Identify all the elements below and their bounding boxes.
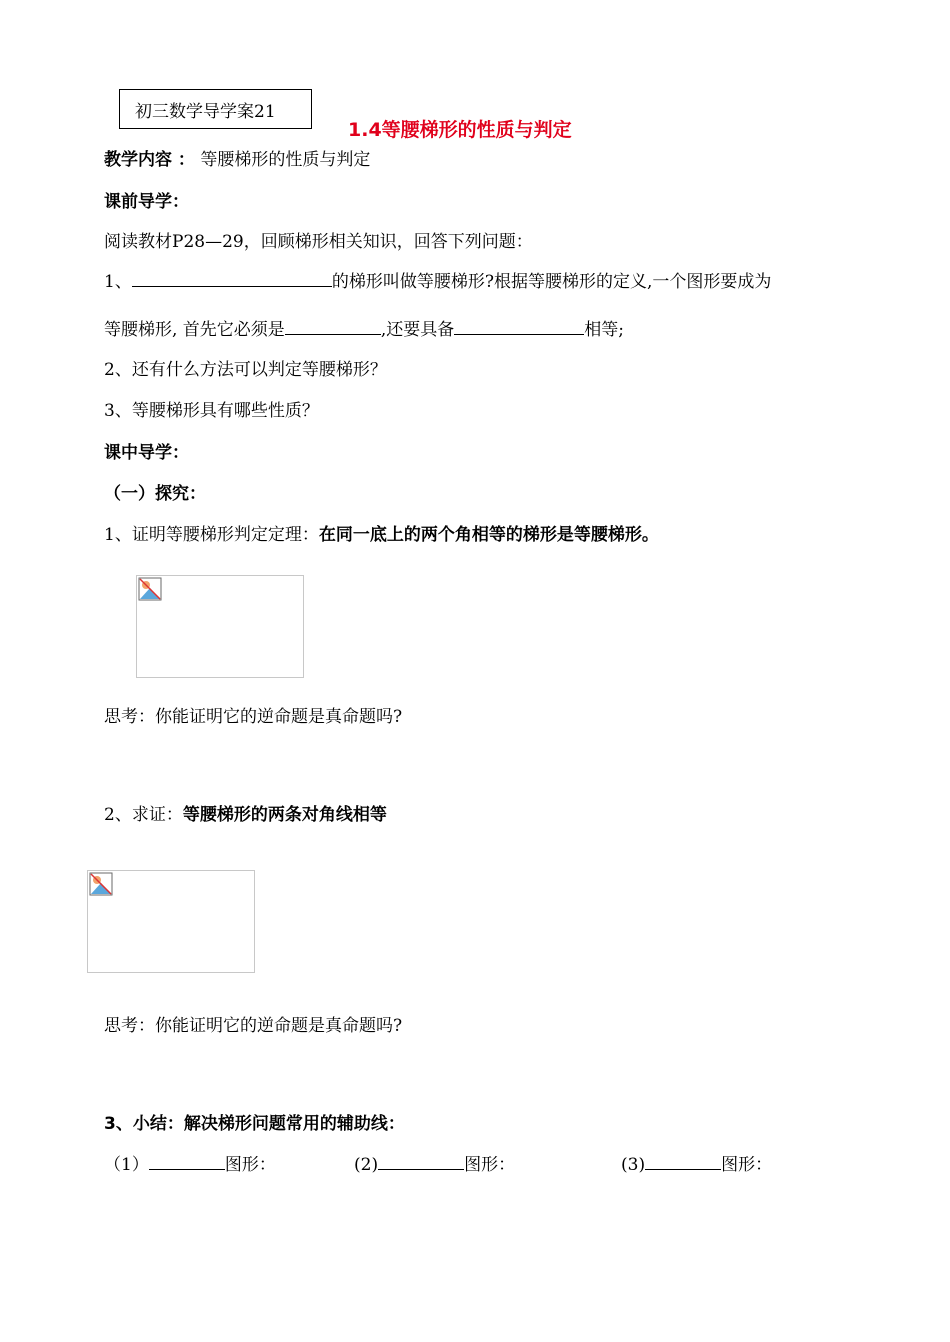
question-1-line-2 — [104, 320, 624, 340]
content-value: 等腰梯形的性质与判定 — [200, 150, 371, 170]
title-box — [119, 89, 312, 129]
blank-3-prefix: (3) — [621, 1155, 646, 1175]
figure-placeholder-1 — [136, 575, 304, 678]
in-class-heading: 课中导学： — [104, 443, 189, 463]
answer-blank[interactable] — [378, 1155, 464, 1170]
question-1 — [104, 272, 771, 292]
summary: 3、小结：解决梯形问题常用的辅助线： — [104, 1114, 405, 1134]
item-1-prefix: 1、证明等腰梯形判定定理： — [104, 525, 319, 545]
blank-1-prefix: （1） — [104, 1155, 149, 1175]
content-label: 教学内容 ： — [104, 150, 195, 170]
think-2: 思考：你能证明它的逆命题是真命题吗? — [104, 1016, 403, 1036]
blank-1-suffix: 图形： — [224, 1155, 276, 1175]
item-2-prefix: 2、求证： — [104, 805, 183, 825]
question-1-part-c: 相等; — [584, 320, 624, 340]
blank-3-suffix: 图形： — [721, 1155, 773, 1175]
content-line — [104, 150, 370, 170]
blank-2-prefix: (2) — [354, 1155, 379, 1175]
blank-3 — [621, 1155, 772, 1175]
figure-placeholder-2 — [87, 870, 255, 973]
pre-class-intro: 阅读教材P28—29，回顾梯形相关知识，回答下列问题： — [104, 232, 533, 252]
item-1 — [104, 525, 659, 545]
blank-2 — [354, 1155, 515, 1175]
question-2: 2、还有什么方法可以判定等腰梯形？ — [104, 360, 387, 380]
item-2 — [104, 805, 387, 825]
page-title: 1.4等腰梯形的性质与判定 — [348, 119, 572, 141]
item-2-statement: 等腰梯形的两条对角线相等 — [182, 805, 387, 825]
broken-image-icon — [89, 872, 113, 896]
question-1-number: 1、 — [104, 272, 132, 292]
item-1-theorem: 在同一底上的两个角相等的梯形是等腰梯形。 — [318, 525, 659, 545]
question-1-part-a: 等腰梯形, 首先它必须是 — [104, 320, 285, 340]
section-explore: （一）探究： — [104, 484, 206, 504]
blank-2-suffix: 图形： — [464, 1155, 516, 1175]
answer-blank[interactable] — [149, 1155, 225, 1170]
answer-blank[interactable] — [454, 320, 584, 335]
blank-1 — [104, 1155, 276, 1175]
broken-image-icon — [138, 577, 162, 601]
pre-class-heading: 课前导学： — [104, 192, 189, 212]
question-1-part-b: ,还要具备 — [380, 320, 455, 340]
answer-blank[interactable] — [645, 1155, 721, 1170]
answer-blank[interactable] — [132, 272, 332, 287]
question-1-text: 的梯形叫做等腰梯形?根据等腰梯形的定义,一个图形要成为 — [331, 272, 772, 292]
box-label: 初三数学导学案21 — [135, 102, 276, 122]
think-1: 思考：你能证明它的逆命题是真命题吗? — [104, 707, 403, 727]
answer-blank[interactable] — [285, 320, 381, 335]
question-3: 3、等腰梯形具有哪些性质？ — [104, 401, 319, 421]
